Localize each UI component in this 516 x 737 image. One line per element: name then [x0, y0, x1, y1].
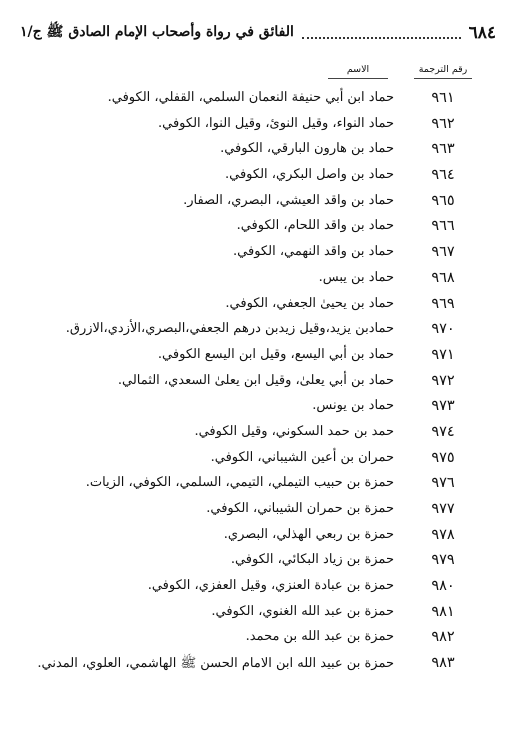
- list-item: [0, 420, 516, 446]
- list-item: [0, 369, 516, 395]
- entry-name: حماد بن واقد العيشي، البصري، الصفار.: [183, 192, 394, 208]
- list-item: [0, 600, 516, 626]
- entry-name: حمزة بن عبيد الله ابن الامام الحسن ﷺ الهاشمي، العلوي، المدني.: [37, 656, 394, 672]
- list-item: [0, 394, 516, 420]
- list-item: [0, 163, 516, 189]
- entry-name: حماد بن واقد النهمي، الكوفي.: [233, 244, 394, 260]
- entry-number: ٩٧٨: [431, 526, 455, 543]
- list-item: [0, 446, 516, 472]
- entry-name: حمزة بن عبد الله الغنوي، الكوفي.: [211, 603, 394, 619]
- list-item: [0, 343, 516, 369]
- list-item: [0, 214, 516, 240]
- entry-number: ٩٨٣: [431, 655, 455, 672]
- entry-name: حماد بن واقد اللحام، الكوفي.: [236, 218, 394, 234]
- entry-name: حماد بن أبي يعلىٰ، وقيل ابن يعلىٰ السعدي، الثمالي.: [117, 372, 394, 388]
- list-item: [0, 651, 516, 677]
- entry-number: ٩٦٢: [431, 115, 455, 132]
- number-column-header: رقم الترجمة: [414, 64, 472, 75]
- entry-name: حمزة بن زياد البكائي، الكوفي.: [230, 552, 394, 568]
- entry-number: ٩٧٠: [431, 321, 455, 338]
- list-item: [0, 86, 516, 112]
- entry-name: حماد بن أبي اليسع، وقيل ابن اليسع الكوفي.: [157, 346, 394, 362]
- entry-number: ٩٦٧: [431, 244, 455, 261]
- entry-name: حمزة بن عبادة العنزي، وقيل العفزي، الكوفي.: [147, 578, 394, 594]
- list-item: [0, 240, 516, 266]
- entry-number: ٩٦٩: [431, 295, 455, 312]
- entry-number: ٩٧٣: [431, 398, 455, 415]
- entry-number: ٩٦٥: [431, 192, 455, 209]
- entry-name: حماد بن يونس.: [312, 398, 394, 414]
- entry-number: ٩٧٦: [431, 475, 455, 492]
- entry-name: حماد ابن أبي حنيفة النعمان السلمي، القفلي، الكوفي.: [107, 90, 394, 105]
- entry-number: ٩٦٨: [431, 269, 455, 286]
- entry-number: ٩٧٢: [431, 372, 455, 389]
- entry-name: حماد بن هارون البارقي، الكوفي.: [220, 141, 394, 157]
- entry-number: ٩٧٥: [431, 449, 455, 466]
- entry-name: حمزة بن عبد الله بن محمد.: [245, 629, 394, 645]
- entry-name: حماد بن واصل البكري، الكوفي.: [225, 167, 394, 183]
- list-item: [0, 497, 516, 523]
- entry-number: ٩٦٤: [431, 167, 455, 184]
- entry-name: حماد بن يحيىٰ الجعفي، الكوفي.: [225, 295, 394, 311]
- list-item: [0, 112, 516, 138]
- entry-name: حمزة بن حبيب التيملي، التيمي، السلمي، الكوفي، الزيات.: [85, 475, 394, 491]
- entry-number: ٩٧٤: [431, 423, 455, 440]
- page-number: ٦٨٤: [468, 23, 496, 43]
- entry-name: حمادبن يزيد،وقيل زيدبن درهم الجعفي،البصري،الأزدي،الازرق.: [65, 321, 394, 337]
- entry-name: حمزة بن ربعي الهذلي، البصري.: [223, 526, 394, 542]
- list-item: [0, 137, 516, 163]
- entry-number: ٩٦٣: [431, 141, 455, 158]
- entry-name: حماد بن يبس.: [318, 269, 394, 285]
- entry-number: ٩٧١: [431, 346, 455, 363]
- entry-number: ٩٨٢: [431, 629, 455, 646]
- entry-name: حماد النواء، وقيل النوئ، وقيل النوا، الكوفي.: [158, 115, 394, 131]
- entry-name: حمران بن أعين الشيباني، الكوفي.: [210, 449, 394, 465]
- list-item: [0, 266, 516, 292]
- list-item: [0, 292, 516, 318]
- running-head: [20, 18, 496, 48]
- list-item: [0, 574, 516, 600]
- dotted-leader: [302, 37, 461, 39]
- entry-number: ٩٦١: [431, 90, 455, 106]
- entry-number: ٩٨١: [431, 603, 455, 620]
- running-title: الفائق في رواة وأصحاب الإمام الصادق ﷺ ج/١: [20, 24, 294, 40]
- list-item: [0, 625, 516, 651]
- entry-number: ٩٦٦: [431, 218, 455, 235]
- list-item: [0, 548, 516, 574]
- entry-number: ٩٧٧: [431, 501, 455, 517]
- entry-number: ٩٧٩: [431, 552, 455, 569]
- entry-name: حمد بن حمد السكوني، وقيل الكوفي.: [194, 423, 394, 439]
- column-headers: [0, 64, 516, 82]
- entry-number: ٩٨٠: [431, 578, 455, 595]
- list-item: [0, 317, 516, 343]
- list-item: [0, 471, 516, 497]
- entry-name: حمزة بن حمران الشيباني، الكوفي.: [206, 501, 394, 516]
- list-item: [0, 189, 516, 215]
- name-column-header: الاسم: [328, 64, 388, 75]
- entry-list: [0, 86, 516, 677]
- list-item: [0, 523, 516, 549]
